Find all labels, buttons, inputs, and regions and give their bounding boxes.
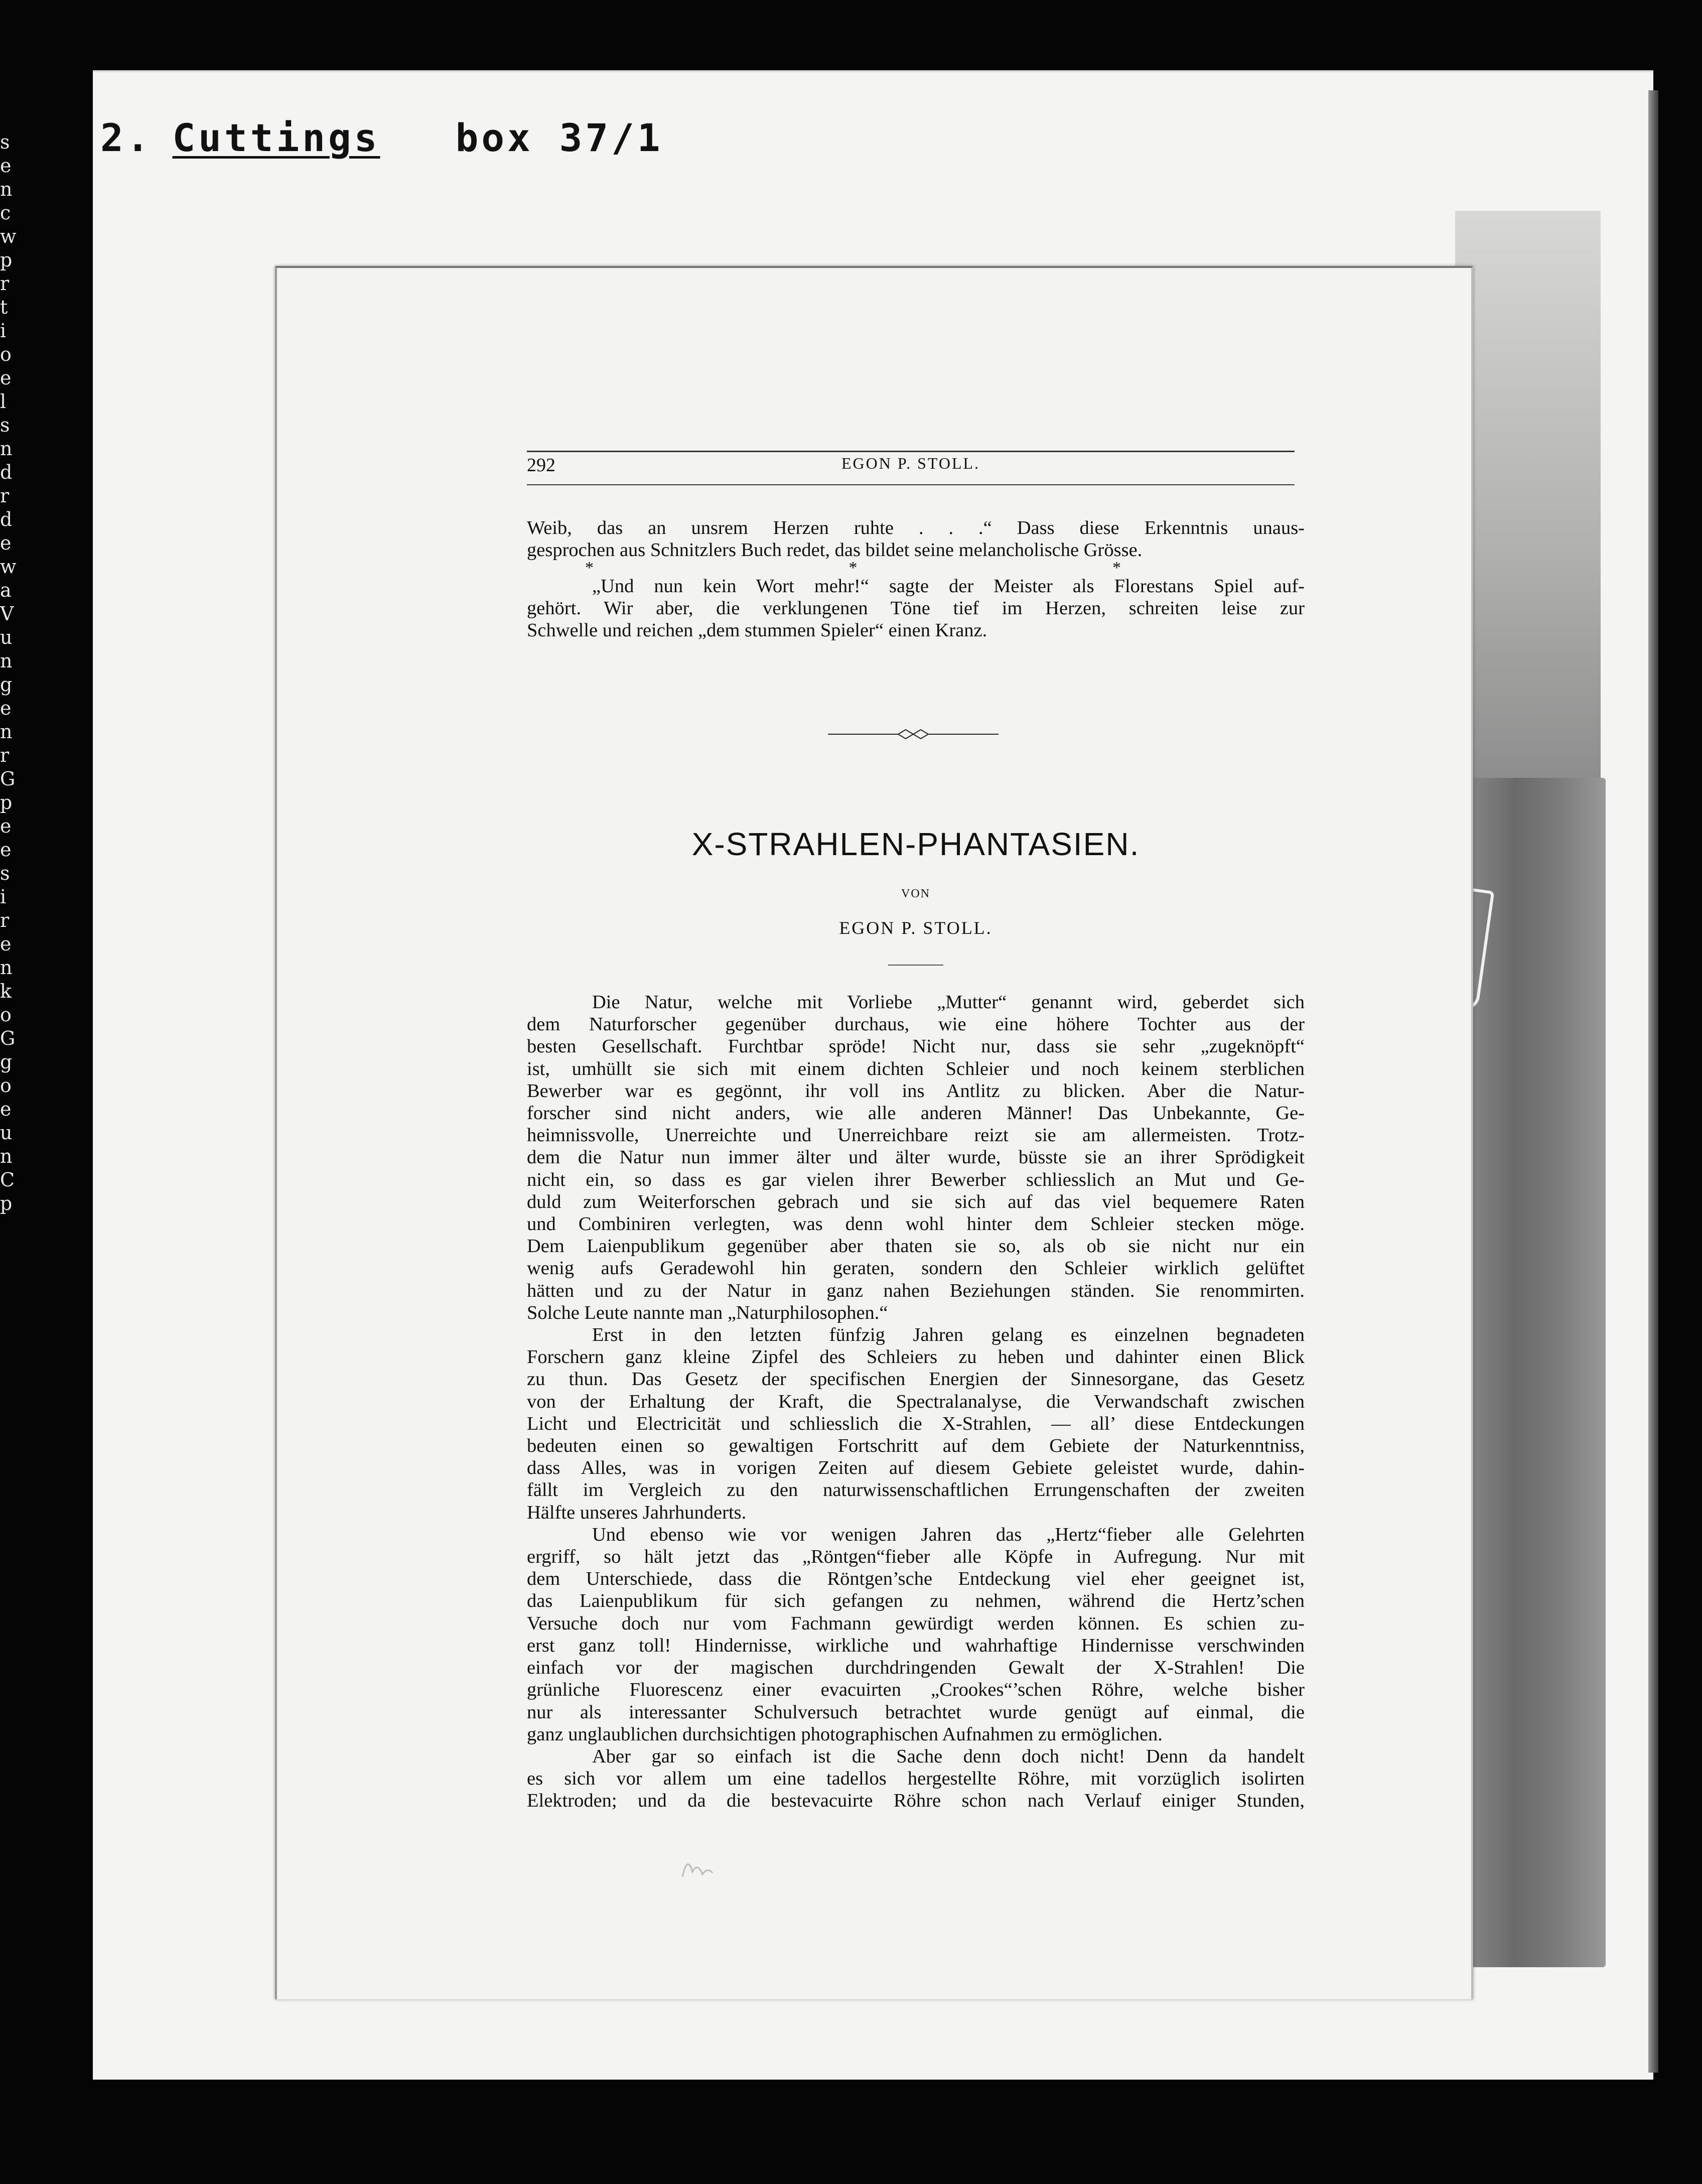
text-line: bedeuten einen so gewaltigen Fortschritt auf dem Gebiete der Naturkenntniss, [527, 1435, 1305, 1457]
fragment-letter: u [0, 1122, 13, 1144]
fragment-letter: n [0, 178, 13, 200]
text-line: hätten und zu der Natur in ganz nahen Beziehungen ständen. Sie renommirten. [527, 1280, 1305, 1301]
fragment-letter: s [0, 414, 10, 436]
fragment-letter: o [0, 1074, 12, 1097]
text-line: Aber gar so einfach ist die Sache denn doch nicht! Denn da handelt [592, 1745, 1305, 1767]
fragment-letter: p [0, 791, 13, 813]
text-line: Die Natur, welche mit Vorliebe „Mutter“ genannt wird, geberdet sich [592, 992, 1305, 1013]
article-paragraph [527, 1324, 1305, 1524]
byline-rule [888, 965, 943, 966]
text-line: duld zum Weiterforschen gebrach und sie sich auf das viel bequemere Raten [527, 1191, 1305, 1212]
text-line: erst ganz toll! Hindernisse, wirkliche und wahrhaftige Hindernisse verschwinden [527, 1634, 1305, 1656]
fragment-letter: G [0, 1027, 16, 1049]
article-paragraph [527, 1745, 1305, 1812]
fragment-letter: r [0, 272, 10, 295]
text-line: ergriff, so hält jetzt das „Röntgen“fieber alle Köpfe in Aufregung. Nur mit [527, 1546, 1305, 1568]
text-line: gehört. Wir aber, die verklungenen Töne tief im Herzen, schreiten leise zur [527, 598, 1305, 619]
label-box: box 37/1 [455, 115, 663, 160]
fragment-letter: i [0, 886, 7, 908]
text-line: Weib, das an unsrem Herzen ruhte . . .“ Dass diese Erkenntnis unaus- [527, 517, 1305, 538]
running-title: EGON P. STOLL. [841, 454, 980, 472]
pencil-mark [677, 1852, 728, 1882]
text-line: Und ebenso wie vor wenigen Jahren das „Hertz“fieber alle Gelehrten [592, 1524, 1305, 1545]
text-line: grünliche Fluorescenz einer evacuirten „Crookes“’schen Röhre, welche bisher [527, 1679, 1305, 1701]
section-asterisks: * * * [585, 559, 1246, 577]
text-line: wenig aufs Geradewohl hin geraten, sondern den Schleier wirklich gelüftet [527, 1258, 1305, 1279]
fragment-letter: e [0, 933, 12, 955]
fragment-letter: r [0, 744, 10, 766]
fragment-letter: u [0, 626, 13, 648]
fragment-letter: p [0, 1192, 13, 1214]
archive-label [100, 115, 663, 160]
fragment-letter: e [0, 1098, 12, 1120]
text-line: von der Erhaltung der Kraft, die Spectralanalyse, die Verwandschaft zwischen [527, 1391, 1305, 1412]
text-line: besten Gesellschaft. Furchtbar spröde! Nicht nur, dass sie sehr „zugeknöpft“ [527, 1036, 1305, 1057]
fragment-letter: n [0, 438, 13, 460]
fragment-letter: k [0, 980, 12, 1002]
text-line: Solche Leute nannte man „Naturphilosophen.“ [527, 1302, 888, 1323]
text-line: dem Unterschiede, dass die Röntgen’sche Entdeckung viel eher geeignet ist, [527, 1568, 1305, 1590]
fragment-letter: g [0, 673, 13, 696]
article-paragraph [527, 991, 1305, 1324]
fragment-letter: V [0, 603, 14, 625]
fragment-letter: G [0, 768, 16, 790]
label-index: 2. [100, 115, 153, 160]
fragment-letter: n [0, 1145, 13, 1167]
fragment-letter: o [0, 343, 12, 365]
text-line: es sich vor allem um eine tadellos hergestellte Röhre, mit vorzüglich isolirten [527, 1768, 1305, 1790]
fragment-letter: e [0, 155, 12, 177]
backing-sheet-top [1455, 211, 1601, 783]
previous-article-closing-paragraph [527, 575, 1305, 641]
text-line: Elektroden; und da die bestevacuirte Röhre schon nach Verlauf einiger Stunden, [527, 1790, 1305, 1812]
text-line: Dem Laienpublikum gegenüber aber thaten sie so, als ob sie nicht nur ein [527, 1236, 1305, 1257]
text-line: gesprochen aus Schnitzlers Buch redet, das bildet seine melancholische Grösse. [527, 539, 1143, 561]
fragment-letter: g [0, 1051, 13, 1073]
text-line: „Und nun kein Wort mehr!“ sagte der Meister als Florestans Spiel auf- [592, 576, 1305, 597]
text-line: Versuche doch nur vom Fachmann gewürdigt werden können. Es schien zu- [527, 1612, 1305, 1634]
left-newspaper-fragment [0, 130, 17, 1877]
text-line: Bewerber war es gegönnt, ihr voll ins Antlitz zu blicken. Aber die Natur- [527, 1080, 1305, 1102]
fragment-letter: e [0, 367, 12, 389]
fragment-letter: o [0, 1004, 12, 1026]
text-line: fällt im Vergleich zu den naturwissenschaftlichen Errungenschaften der zweiten [527, 1479, 1305, 1501]
article-paragraph [527, 1524, 1305, 1745]
fragment-letter: t [0, 296, 8, 318]
fragment-letter: n [0, 650, 13, 672]
fragment-letter: e [0, 839, 12, 861]
mounting-sheet-edge [1648, 90, 1658, 2073]
fragment-letter: n [0, 957, 13, 979]
text-line: einfach vor der magischen durchdringenden Gewalt der X-Strahlen! Die [527, 1657, 1305, 1679]
fragment-letter: s [0, 131, 10, 153]
previous-article-paragraph [527, 517, 1305, 561]
text-line: zu thun. Das Gesetz der specifischen Energien der Sinnesorgane, das Gesetz [527, 1369, 1305, 1390]
text-line: und Combiniren verlegten, was denn wohl hinter dem Schleier stecken möge. [527, 1213, 1305, 1235]
text-line: Erst in den letzten fünfzig Jahren gelang es einzelnen begnadeten [592, 1324, 1305, 1346]
text-line: forscher sind nicht anders, wie alle anderen Männer! Das Unbekannte, Ge- [527, 1103, 1305, 1124]
text-line: das Laienpublikum für sich gefangen zu nehmen, während die Hertz’schen [527, 1590, 1305, 1612]
fragment-letter: r [0, 485, 10, 507]
text-line: nicht ein, so dass es gar vielen ihrer Bewerber schliesslich an Mut und Ge- [527, 1169, 1305, 1190]
fragment-letter: e [0, 697, 12, 719]
fragment-letter: C [0, 1169, 15, 1191]
page-number: 292 [527, 455, 555, 476]
text-line: dass Alles, was in vorigen Zeiten auf diesem Gebiete geleistet wurde, dahin- [527, 1457, 1305, 1479]
label-category: Cuttings [172, 115, 380, 160]
fragment-letter: p [0, 249, 13, 271]
text-line: Forschern ganz kleine Zipfel des Schleiers zu heben und dahinter einen Blick [527, 1346, 1305, 1368]
fragment-letter: c [0, 202, 11, 224]
text-line: dem Naturforscher gegenüber durchaus, wie eine höhere Tochter aus der [527, 1014, 1305, 1035]
previous-article-ending [527, 517, 1305, 641]
text-line: Licht und Electricität und schliesslich die X-Strahlen, — all’ diese Entdeckungen [527, 1413, 1305, 1434]
text-line: heimnissvolle, Unerreichte und Unerreichbare reizt sie am allermeisten. Trotz- [527, 1125, 1305, 1146]
fragment-letter: n [0, 721, 13, 743]
article-title: X-STRAHLEN-PHANTASIEN. [691, 826, 1140, 862]
text-line: Schwelle und reichen „dem stummen Spieler“ einen Kranz. [527, 620, 987, 641]
text-line: Hälfte unseres Jahrhunderts. [527, 1502, 747, 1523]
fragment-letter: w [0, 225, 17, 247]
fragment-letter: i [0, 320, 7, 342]
text-line: ganz unglaublichen durchsichtigen photographischen Aufnahmen zu ermöglichen. [527, 1723, 1163, 1745]
byline-von: VON [901, 887, 930, 900]
fragment-letter: l [0, 390, 7, 413]
fragment-letter: d [0, 508, 13, 530]
fragment-letter: d [0, 461, 13, 483]
fragment-letter: e [0, 532, 12, 554]
fragment-letter: w [0, 556, 17, 578]
ornament-divider [828, 727, 999, 742]
text-line: ist, umhüllt sie sich mit einem dichten Schleier und noch keinem sterblichen [527, 1058, 1305, 1079]
fragment-letter: a [0, 579, 12, 601]
running-head [527, 451, 1295, 485]
article-body [527, 991, 1305, 1812]
fragment-letter: s [0, 862, 10, 884]
text-line: dem die Natur nun immer älter und älter wurde, büsste sie an ihrer Sprödigkeit [527, 1147, 1305, 1168]
fragment-letter: e [0, 815, 12, 837]
fragment-letter: r [0, 909, 10, 931]
text-line: nur als interessanter Schulversuch betrachtet wurde genügt auf einmal, die [527, 1701, 1305, 1723]
byline-author: EGON P. STOLL. [839, 918, 992, 938]
